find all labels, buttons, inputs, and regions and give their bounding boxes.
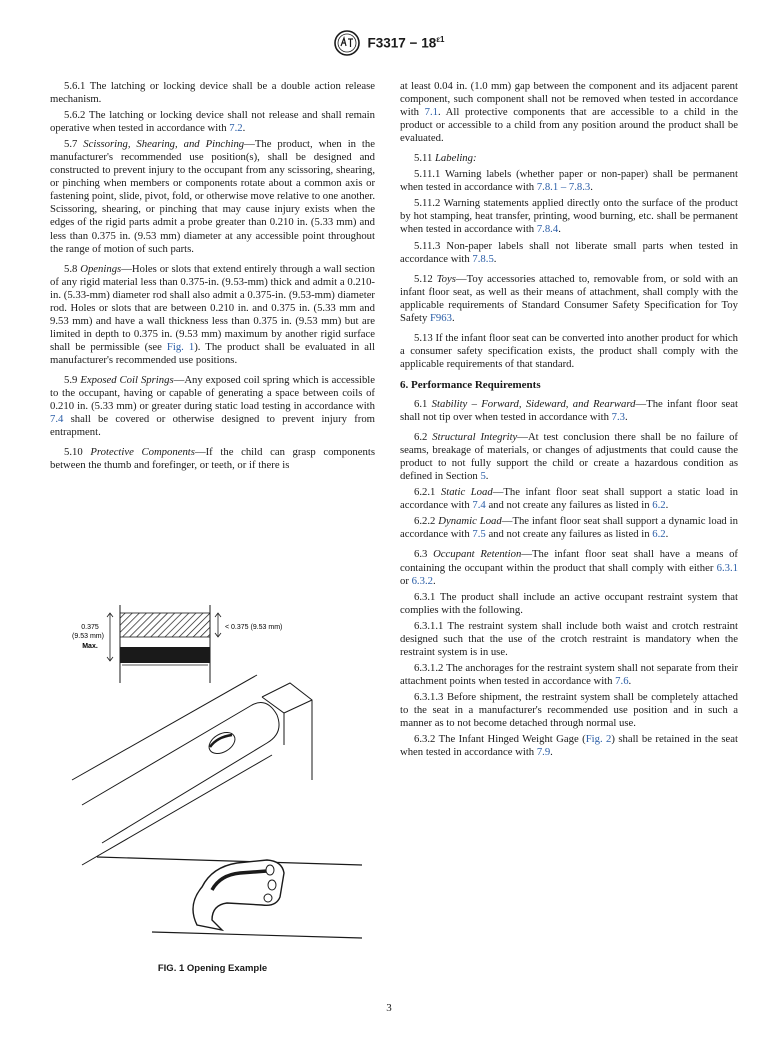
ref-link[interactable]: 7.8.1 – 7.8.3 bbox=[536, 181, 591, 194]
page-number: 3 bbox=[386, 1002, 392, 1014]
page-header bbox=[0, 30, 778, 56]
paragraph-5-11-3: 5.11.3 Non-paper labels shall not liberate small parts when tested in accordance with 7.8.5. bbox=[400, 239, 738, 265]
paragraph-5-13: 5.13 If the infant floor seat can be converted into another product for which a consumer safety specification exists, the product shall comply with the applicable requirements of that standard. bbox=[400, 331, 738, 370]
ref-link[interactable]: Fig. 1 bbox=[166, 340, 195, 353]
paragraph-5-6-1: 5.6.1 The latching or locking device shall be a double action release mechanism. bbox=[50, 80, 375, 106]
left-column bbox=[50, 80, 375, 475]
figure-1-caption: FIG. 1 Opening Example bbox=[157, 963, 268, 974]
paragraph-6-3: 6.3 Occupant Retention—The infant floor seat shall have a means of containing the occupant within the product that shall comply with either 6.3.1 or 6.3.2. bbox=[400, 548, 738, 587]
ref-link[interactable]: 7.3 bbox=[611, 411, 625, 424]
paragraph-5-11-2: 5.11.2 Warning statements applied directly onto the surface of the product by hot stamping, heat transfer, printing, wood burning, etc. shall be permanent when tested in accordance with 7.8.4. bbox=[400, 197, 738, 236]
ref-link[interactable]: 7.6 bbox=[615, 674, 629, 687]
ref-link[interactable]: 7.8.4 bbox=[536, 223, 559, 236]
paragraph-5-8: 5.8 Openings—Holes or slots that extend entirely through a wall section of any rigid material less than 0.375-in. (9.53-mm) thick and admit a 0.210-in. (5.33-mm) diameter rod shall also admit a 0.375-in. (9.53-mm) diameter rod. Holes or slots that are between 0.210 in. and 0.375 in. (5.33 mm and 9.53 mm) and have a wall thickness less than 0.375 in. (9.53 mm) but are limited in depth to 0.375 in. (9.53 mm) maximum by another rigid surface shall be permissible (see Fig. 1). The product shall be evaluated in all manufacturer's recommended use positions. bbox=[50, 262, 375, 366]
ref-link[interactable]: 6.3.1 bbox=[716, 561, 738, 574]
paragraph-5-12: 5.12 Toys—Toy accessories attached to, removable from, or sold with an infant floor seat, as well as their means of attachment, shall comply with the applicable requirements of Standard Consumer Safety Specification for Toy Safety F963. bbox=[400, 272, 739, 324]
paragraph-5-10-continued: at least 0.04 in. (1.0 mm) gap between the component and its adjacent parent component, such component shall not be removed when tested in accordance with 7.1. All protective components that are accessible to a child in the product or accessible to a child from any position around the product shall be evaluated. bbox=[400, 80, 738, 145]
ref-link[interactable]: 7.8.5 bbox=[472, 252, 494, 265]
paragraph-6-3-1-2: 6.3.1.2 The anchorages for the restraint system shall not separate from their attachment points when tested in accordance with 7.6. bbox=[400, 661, 738, 687]
section-heading: 6. Performance Requirements bbox=[400, 378, 541, 391]
paragraph-5-10: 5.10 Protective Components—If the child can grasp components between the thumb and forefinger, or teeth, or if there is bbox=[50, 446, 375, 472]
opening-example-illustration bbox=[62, 605, 362, 950]
ref-link[interactable]: 7.2 bbox=[229, 122, 243, 135]
ref-link[interactable]: 7.4 bbox=[50, 413, 64, 426]
paragraph-5-11: 5.11 Labeling: bbox=[414, 152, 477, 165]
svg-text:< 0.375 (9.53 mm): < 0.375 (9.53 mm) bbox=[225, 624, 283, 631]
right-column bbox=[400, 80, 738, 762]
paragraph-5-9: 5.9 Exposed Coil Springs—Any exposed coil spring which is accessible to the occupant, having or capable of generating a space between coils of 0.210 in. (5.33 mm) or greater during static load testing in accordance with 7.4 shall be covered or otherwise designed to prevent injury from entrapment. bbox=[50, 373, 375, 439]
paragraph-6-3-1: 6.3.1 The product shall include an active occupant restraint system that complies with the following. bbox=[400, 590, 738, 616]
paragraph-6-3-2: 6.3.2 The Infant Hinged Weight Gage (Fig. 2) shall be retained in the seat when tested in accordance with 7.9. bbox=[400, 733, 739, 759]
ref-link[interactable]: Fig. 2 bbox=[585, 733, 612, 746]
svg-text:Max.: Max. bbox=[82, 643, 98, 650]
ref-link[interactable]: 6.3.2 bbox=[411, 574, 433, 587]
ref-link[interactable]: 6.2 bbox=[652, 528, 666, 541]
ref-link[interactable]: 7.1 bbox=[424, 106, 438, 119]
ref-link[interactable]: 7.4 bbox=[472, 499, 486, 512]
ref-link[interactable]: 6.2 bbox=[652, 499, 666, 512]
paragraph-5-6-2: 5.6.2 The latching or locking device shall not release and shall remain operative when tested in accordance with 7.2. bbox=[50, 109, 375, 135]
ref-link[interactable]: F963 bbox=[429, 311, 452, 324]
svg-text:0.375: 0.375 bbox=[81, 624, 99, 631]
ref-link[interactable]: 7.5 bbox=[472, 528, 486, 541]
astm-logo-icon bbox=[334, 30, 360, 56]
svg-text:(9.53 mm): (9.53 mm) bbox=[72, 633, 104, 640]
paragraph-6-2-1: 6.2.1 Static Load—The infant floor seat shall support a static load in accordance with 7.4 and not create any failures as listed in 6.2. bbox=[400, 486, 738, 512]
ref-link[interactable]: 5 bbox=[480, 470, 486, 483]
paragraph-6-1: 6.1 Stability – Forward, Sideward, and Rearward—The infant floor seat shall not tip over when tested in accordance with 7.3. bbox=[400, 397, 739, 424]
paragraph-5-11-1: 5.11.1 Warning labels (whether paper or non-paper) shall be permanent when tested in accordance with 7.8.1 – 7.8.3. bbox=[400, 168, 738, 194]
ref-link[interactable]: 7.9 bbox=[536, 746, 551, 759]
paragraph-6-3-1-3: 6.3.1.3 Before shipment, the restraint system shall be completely attached to the seat in a manufacturer's recommended use position and in such a manner as to not become detached through normal use. bbox=[400, 690, 738, 730]
paragraph-6-3-1-1: 6.3.1.1 The restraint system shall include both waist and crotch restraint designed such that the use of the crotch restraint is mandatory when the restraint system is in use. bbox=[400, 619, 738, 658]
paragraph-6-2: 6.2 Structural Integrity—At test conclusion there shall be no failure of seams, breakage of materials, or changes of adjustments that could cause the product to not fully support the child or create a hazardous condition as defined in Section 5. bbox=[400, 431, 738, 483]
document-designation: $F3317 - 18^{\varepsilon 1}$ bbox=[367, 35, 445, 51]
paragraph-6-2-2: 6.2.2 Dynamic Load—The infant floor seat shall support a dynamic load in accordance with 7.5 and not create any failures as listed in 6.2. bbox=[400, 515, 738, 541]
figure-1-drawing bbox=[62, 605, 362, 950]
paragraph-5-7: 5.7 Scissoring, Shearing, and Pinching—The product, when in the manufacturer's recommended use position(s), shall be designed and constructed to prevent injury to the occupant from any scissoring, shearing, or pinching when members or components rotate about a common axis or fastening point, slide, pivot, fold, or otherwise move relative to one another. Scissoring, shearing, or pinching that may cause injury exists when the edges of the rigid parts admit a probe greater than 0.210 in. (5.33 mm) and less than 0.375 in. (9.53 mm) diameter at any accessible point throughout the range of motion of such parts. bbox=[50, 138, 375, 255]
